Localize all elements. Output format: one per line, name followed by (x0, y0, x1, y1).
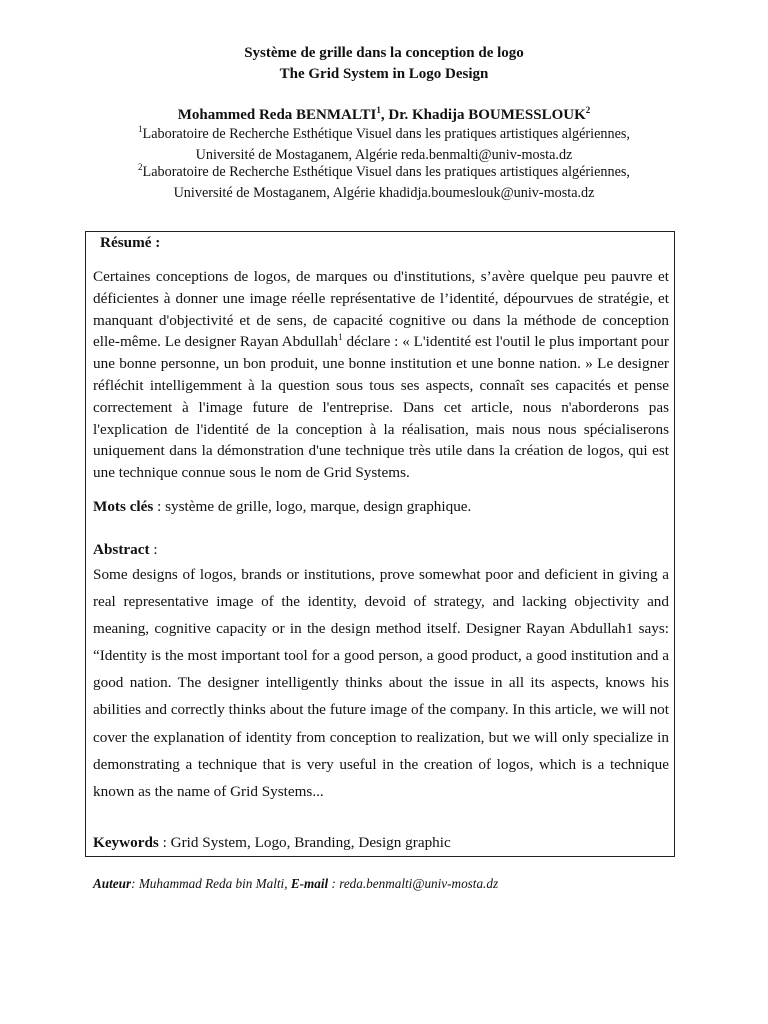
author-2-name: Dr. Khadija BOUMESSLOUK (388, 107, 586, 123)
keywords-label: Keywords (93, 834, 159, 851)
resume-text-part-1: Certaines conceptions de logos, de marques ou d'institutions, s’avère quelque peu pauvre et déficientes à donner une image réelle représentative de l’identité, dépourvues de stratégie, et manquant d'objectivité et de sens, de capacité cognitive ou dans la méthode de conception elle-même. Le designer Rayan Abdullah (93, 268, 669, 351)
author-footer-line (93, 876, 498, 892)
mots-cles-text: : système de grille, logo, marque, design graphique. (153, 498, 472, 515)
mots-cles-line (93, 498, 669, 516)
affiliation-1-line-1 (0, 124, 768, 142)
keywords-line (93, 834, 669, 852)
email-text: : reda.benmalti@univ-mosta.dz (328, 876, 499, 891)
affiliation-2-line-1 (0, 162, 768, 180)
abstract-paragraph: Some designs of logos, brands or institutions, prove somewhat poor and deficient in giving a real representative image of the identity, devoid of strategy, and lacking objectivity and meaning, cognitive capacity or in the design method itself. Designer Rayan Abdullah1 says: “Identity is the most important tool for a good person, a good product, a good institution and a good nation. The designer intelligently thinks about the issue in all its aspects, knows his abilities and correctly thinks about the future image of the company. In this article, we will not cover the explanation of identity from conception to realization, but we will only specialize in demonstrating a technique that is very useful in the creation of logos, which is a technique known as the name of Grid Systems... (93, 566, 669, 800)
auteur-text: : Muhammad Reda bin Malti, (131, 876, 291, 891)
affiliation-2-sup: 2 (138, 162, 143, 172)
author-1-sup: 1 (376, 105, 381, 115)
author-1-name: Mohammed Reda BENMALTI (177, 107, 377, 123)
mots-cles-label: Mots clés (93, 498, 154, 515)
resume-paragraph (93, 266, 669, 484)
affiliation-2-line-2: Université de Mostaganem, Algérie khadidja.boumeslouk@univ-mosta.dz (173, 185, 595, 201)
title-french: Système de grille dans la conception de logo (244, 45, 524, 61)
abstract-heading-colon: : (149, 541, 158, 558)
abstract-heading: Abstract (93, 541, 150, 558)
title-english: The Grid System in Logo Design (279, 66, 489, 82)
affiliation-1-text: Laboratoire de Recherche Esthétique Visuel dans les pratiques artistiques algériennes, (142, 126, 630, 142)
author-2-sup: 2 (585, 105, 591, 115)
authors-line (0, 107, 768, 124)
affiliation-1-line-2: Université de Mostaganem, Algérie reda.benmalti@univ-mosta.dz (195, 147, 573, 163)
author-separator: , (380, 107, 389, 123)
resume-footnote-sup: 1 (338, 332, 343, 343)
resume-text-part-2: déclare : « L'identité est l'outil le plus important pour une bonne personne, un bon produit, une bonne institution et une bonne nation. » Le designer réfléchit intelligemment à la question sous tous ses aspects, connaît ses capacités et pense correctement à l'image future de l'entreprise. Dans cet article, nous n'aborderons pas l'explication de l'identité de la conception à la réalisation, mais nous nous spécialiserons uniquement dans la démonstration d'une technique très utile dans la création de logos, qui est une technique connue sous le nom de Grid Systems. (93, 333, 669, 482)
auteur-label: Auteur (93, 876, 132, 891)
resume-heading: Résumé : (100, 234, 161, 251)
affiliation-1-sup: 1 (138, 124, 143, 134)
abstract-heading-line (93, 541, 669, 559)
affiliation-2-text: Laboratoire de Recherche Esthétique Visuel dans les pratiques artistiques algériennes, (142, 164, 630, 180)
email-label: E-mail (290, 876, 329, 891)
keywords-text: : Grid System, Logo, Branding, Design graphic (158, 834, 451, 851)
